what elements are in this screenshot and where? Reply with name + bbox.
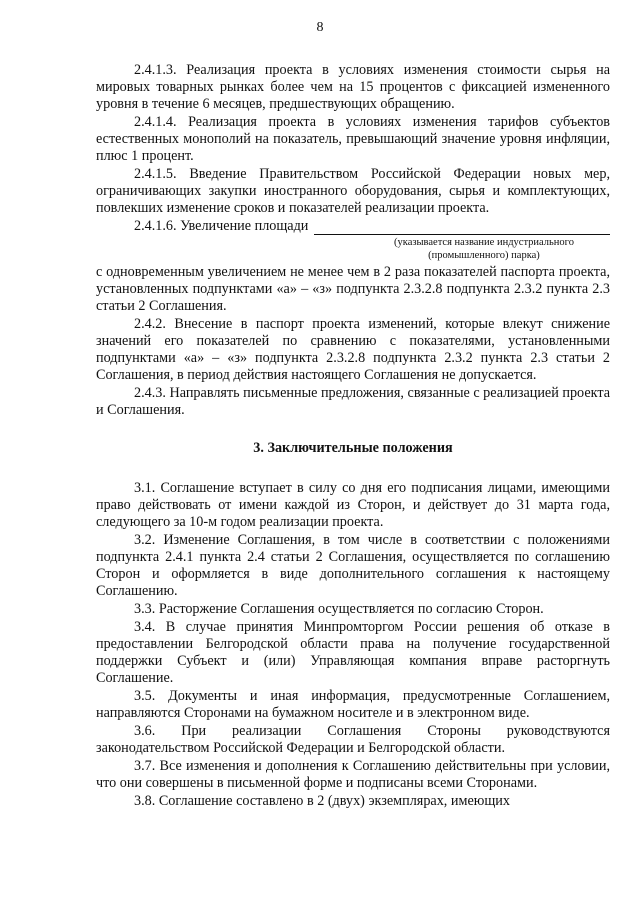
paragraph-2-4-1-3: 2.4.1.3. Реализация проекта в условиях изменения стоимости сырья на мировых товарных рынках более чем на 15 процентов с фиксацией измененного уровня в течение 6 месяцев, предшествующих обращению.: [96, 62, 610, 112]
area-clause-label: 2.4.1.6. Увеличение площади: [134, 218, 309, 234]
park-name-blank-line: [314, 220, 610, 235]
park-name-hint: (указывается название индустриального (промышленного) парка): [394, 237, 574, 261]
paragraph-3-2: 3.2. Изменение Соглашения, в том числе в соответствии с положениями подпункта 2.4.1 пункта 2.4 статьи 2 Соглашения, осуществляется по соглашению Сторон и оформляется в виде дополнительного соглашения к настоящему Соглашению.: [96, 532, 610, 599]
paragraph-3-4: 3.4. В случае принятия Минпромторгом России решения об отказе в предоставлении Белгородской области права на получение государственной поддержки Субъект и (или) Управляющая компания вправе расторгнуть Соглашение.: [96, 619, 610, 686]
paragraph-3-7: 3.7. Все изменения и дополнения к Соглашению действительны при условии, что они совершены в письменной форме и подписаны всеми Сторонами.: [96, 758, 610, 791]
paragraph-2-4-1-4: 2.4.1.4. Реализация проекта в условиях изменения тарифов субъектов естественных монополий на показатель, превышающий значение уровня инфляции, плюс 1 процент.: [96, 114, 610, 164]
page-number: 8: [316, 20, 324, 35]
paragraph-3-6: 3.6. При реализации Соглашения Стороны руководствуются законодательством Российской Федерации и Белгородской области.: [96, 723, 610, 756]
paragraph-2-4-1-5: 2.4.1.5. Введение Правительством Российской Федерации новых мер, ограничивающих закупки иностранного оборудования, сырья и комплектующих, повлекших изменение сроков и показателей реализации проекта.: [96, 166, 610, 216]
section-title: 3. Заключительные положения: [253, 440, 453, 456]
document-body: [96, 62, 610, 810]
paragraph-3-8: 3.8. Соглашение составлено в 2 (двух) экземплярах, имеющих: [134, 793, 510, 809]
paragraph-2-4-2: 2.4.2. Внесение в паспорт проекта изменений, которые влекут снижение значений его показателей по сравнению с показателями, установленными подпунктами «а» – «з» подпункта 2.3.2.8 подпункта 2.3.2 пункта 2.3 статьи 2 Соглашения, в период действия настоящего Соглашения не допускается.: [96, 316, 610, 383]
paragraph-2-4-1-6-continuation: с одновременным увеличением не менее чем в 2 раза показателей паспорта проекта, установленных подпунктами «а» – «з» подпункта 2.3.2.8 подпункта 2.3.2 пункта 2.3 статьи 2 Соглашения.: [96, 264, 610, 314]
paragraph-2-4-1-6: [96, 218, 610, 235]
paragraph-3-1: 3.1. Соглашение вступает в силу со дня его подписания лицами, имеющими право действовать от имени каждой из Сторон, и действует до 31 марта года, следующего за 10-м годом реализации проекта.: [96, 480, 610, 530]
paragraph-3-3: 3.3. Расторжение Соглашения осуществляется по согласию Сторон.: [134, 601, 544, 617]
paragraph-3-5: 3.5. Документы и иная информация, предусмотренные Соглашением, направляются Сторонами на бумажном носителе и в электронном виде.: [96, 688, 610, 721]
paragraph-2-4-3: 2.4.3. Направлять письменные предложения, связанные с реализацией проекта и Соглашения.: [96, 385, 610, 418]
